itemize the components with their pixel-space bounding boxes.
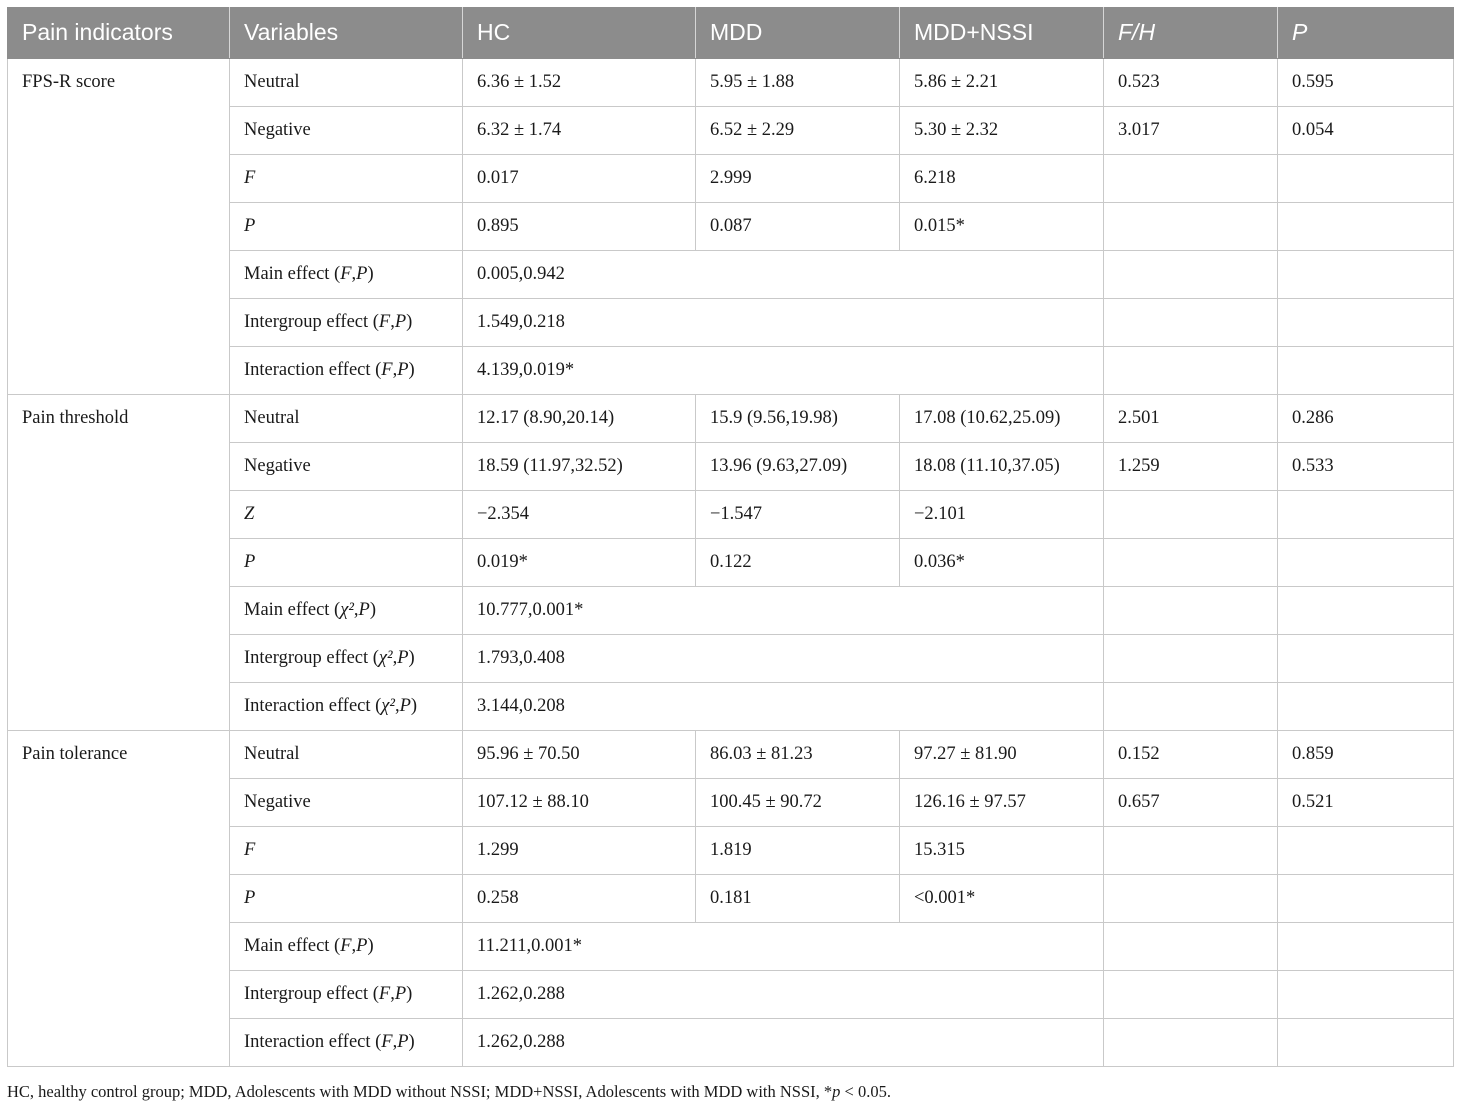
mdd-nssi-value: 0.036* <box>900 539 1104 587</box>
variable-separator: , <box>390 312 395 332</box>
variable-symbol: χ² <box>381 696 395 716</box>
variable-symbol: P <box>244 216 256 236</box>
hc-value: −2.354 <box>463 491 696 539</box>
mdd-nssi-value: 5.86 ± 2.21 <box>900 59 1104 107</box>
hc-value: 107.12 ± 88.10 <box>463 779 696 827</box>
variable-symbol-2: P <box>356 264 368 284</box>
variable-prefix: Neutral <box>244 744 300 764</box>
variable-cell <box>230 395 463 443</box>
variable-cell <box>230 779 463 827</box>
p-value: 0.286 <box>1278 395 1454 443</box>
mdd-value: 86.03 ± 81.23 <box>696 731 900 779</box>
hc-value: 6.32 ± 1.74 <box>463 107 696 155</box>
hc-value: 6.36 ± 1.52 <box>463 59 696 107</box>
p-value <box>1278 203 1454 251</box>
p-value <box>1278 635 1454 683</box>
variable-cell <box>230 251 463 299</box>
p-value: 0.595 <box>1278 59 1454 107</box>
effect-value: 11.211,0.001* <box>463 923 1104 971</box>
effect-value: 1.262,0.288 <box>463 1019 1104 1067</box>
results-table <box>7 7 1454 1067</box>
p-value <box>1278 347 1454 395</box>
variable-symbol: P <box>244 552 256 572</box>
footnote-text: HC, healthy control group; MDD, Adolescents with MDD without NSSI; MDD+NSSI, Adolescents with MDD with NSSI, * <box>7 1082 833 1101</box>
variable-cell <box>230 587 463 635</box>
p-value <box>1278 923 1454 971</box>
p-value: 0.859 <box>1278 731 1454 779</box>
mdd-nssi-value: 5.30 ± 2.32 <box>900 107 1104 155</box>
header-pain-indicators: Pain indicators <box>8 7 230 59</box>
header-f-h: F/H <box>1104 7 1278 59</box>
variable-prefix: Intergroup effect ( <box>244 984 379 1004</box>
p-value <box>1278 827 1454 875</box>
variable-symbol-2: P <box>397 360 409 380</box>
table-row <box>8 395 1454 443</box>
fh-value <box>1104 683 1278 731</box>
variable-cell <box>230 491 463 539</box>
mdd-value: 5.95 ± 1.88 <box>696 59 900 107</box>
hc-value: 0.017 <box>463 155 696 203</box>
p-value <box>1278 491 1454 539</box>
mdd-nssi-value: 6.218 <box>900 155 1104 203</box>
variable-prefix: Negative <box>244 120 311 140</box>
variable-suffix: ) <box>367 264 374 284</box>
variable-separator: , <box>394 696 400 716</box>
header-row <box>8 7 1454 59</box>
variable-separator: , <box>392 648 398 668</box>
variable-prefix: Interaction effect ( <box>244 696 382 716</box>
variable-symbol: F <box>378 312 391 332</box>
variable-separator: , <box>392 1032 398 1052</box>
fh-value <box>1104 155 1278 203</box>
variable-symbol: F <box>381 1032 393 1052</box>
variable-symbol: F <box>244 840 256 860</box>
p-value <box>1278 971 1454 1019</box>
footnote-tail: < 0.05. <box>840 1082 891 1101</box>
variable-cell <box>230 875 463 923</box>
mdd-nssi-value: <0.001* <box>900 875 1104 923</box>
header-p: P <box>1278 7 1454 59</box>
variable-prefix: Intergroup effect ( <box>244 312 379 332</box>
hc-value: 0.895 <box>463 203 696 251</box>
table-footnote <box>7 1082 891 1102</box>
variable-cell <box>230 107 463 155</box>
mdd-value: 13.96 (9.63,27.09) <box>696 443 900 491</box>
p-value: 0.521 <box>1278 779 1454 827</box>
variable-symbol: F <box>244 168 256 188</box>
header-mdd: MDD <box>696 7 900 59</box>
fh-value: 0.657 <box>1104 779 1278 827</box>
fh-value <box>1104 587 1278 635</box>
effect-value: 1.549,0.218 <box>463 299 1104 347</box>
hc-value: 95.96 ± 70.50 <box>463 731 696 779</box>
variable-prefix: Main effect ( <box>244 600 341 620</box>
variable-prefix: Main effect ( <box>244 264 341 284</box>
effect-value: 0.005,0.942 <box>463 251 1104 299</box>
p-value <box>1278 1019 1454 1067</box>
fh-value <box>1104 539 1278 587</box>
fh-value: 3.017 <box>1104 107 1278 155</box>
variable-separator: , <box>392 360 398 380</box>
fh-value <box>1104 1019 1278 1067</box>
header-mdd-nssi: MDD+NSSI <box>900 7 1104 59</box>
group-label: Pain threshold <box>8 395 230 731</box>
effect-value: 1.262,0.288 <box>463 971 1104 1019</box>
mdd-nssi-value: 18.08 (11.10,37.05) <box>900 443 1104 491</box>
variable-prefix: Negative <box>244 456 311 476</box>
variable-cell <box>230 443 463 491</box>
variable-suffix: ) <box>406 984 413 1004</box>
fh-value <box>1104 923 1278 971</box>
variable-symbol-2: P <box>356 936 368 956</box>
variable-cell <box>230 203 463 251</box>
variable-prefix: Neutral <box>244 72 300 92</box>
p-value: 0.054 <box>1278 107 1454 155</box>
hc-value: 0.258 <box>463 875 696 923</box>
variable-symbol: χ² <box>378 648 393 668</box>
variable-cell <box>230 683 463 731</box>
fh-value <box>1104 203 1278 251</box>
variable-cell <box>230 971 463 1019</box>
header-hc: HC <box>463 7 696 59</box>
p-value <box>1278 683 1454 731</box>
fh-value <box>1104 251 1278 299</box>
variable-cell <box>230 347 463 395</box>
variable-suffix: ) <box>410 696 418 716</box>
variable-symbol: χ² <box>340 600 354 620</box>
variable-symbol-2: P <box>397 1032 409 1052</box>
header-variables: Variables <box>230 7 463 59</box>
variable-cell <box>230 923 463 971</box>
p-value <box>1278 875 1454 923</box>
variable-separator: , <box>351 936 357 956</box>
hc-value: 1.299 <box>463 827 696 875</box>
p-value <box>1278 155 1454 203</box>
table-row <box>8 59 1454 107</box>
variable-symbol: F <box>340 264 352 284</box>
fh-value: 1.259 <box>1104 443 1278 491</box>
effect-value: 4.139,0.019* <box>463 347 1104 395</box>
mdd-value: 0.087 <box>696 203 900 251</box>
variable-prefix: Neutral <box>244 408 300 428</box>
mdd-value: 15.9 (9.56,19.98) <box>696 395 900 443</box>
fh-value <box>1104 635 1278 683</box>
variable-symbol-2: P <box>394 312 407 332</box>
variable-symbol: Z <box>244 504 255 524</box>
footnote-italic: p <box>832 1082 841 1101</box>
variable-symbol-2: P <box>397 648 409 668</box>
effect-value: 10.777,0.001* <box>463 587 1104 635</box>
table-row <box>8 731 1454 779</box>
table-container <box>7 7 1453 1067</box>
variable-suffix: ) <box>408 360 415 380</box>
fh-value <box>1104 827 1278 875</box>
table-body <box>8 59 1454 1067</box>
variable-suffix: ) <box>367 936 374 956</box>
variable-symbol: P <box>244 888 256 908</box>
hc-value: 12.17 (8.90,20.14) <box>463 395 696 443</box>
p-value <box>1278 251 1454 299</box>
variable-symbol-2: P <box>399 696 411 716</box>
variable-symbol-2: P <box>358 600 370 620</box>
mdd-nssi-value: 0.015* <box>900 203 1104 251</box>
fh-value <box>1104 875 1278 923</box>
variable-cell <box>230 299 463 347</box>
variable-separator: , <box>351 264 357 284</box>
effect-value: 3.144,0.208 <box>463 683 1104 731</box>
mdd-nssi-value: 126.16 ± 97.57 <box>900 779 1104 827</box>
fh-value: 0.152 <box>1104 731 1278 779</box>
p-value: 0.533 <box>1278 443 1454 491</box>
mdd-value: 0.181 <box>696 875 900 923</box>
hc-value: 0.019* <box>463 539 696 587</box>
variable-cell <box>230 1019 463 1067</box>
variable-cell <box>230 731 463 779</box>
variable-suffix: ) <box>369 600 377 620</box>
variable-suffix: ) <box>408 648 415 668</box>
variable-prefix: Main effect ( <box>244 936 341 956</box>
fh-value <box>1104 971 1278 1019</box>
mdd-value: 0.122 <box>696 539 900 587</box>
hc-value: 18.59 (11.97,32.52) <box>463 443 696 491</box>
mdd-nssi-value: 15.315 <box>900 827 1104 875</box>
variable-prefix: Negative <box>244 792 311 812</box>
variable-prefix: Interaction effect ( <box>244 1032 382 1052</box>
fh-value <box>1104 491 1278 539</box>
mdd-value: 100.45 ± 90.72 <box>696 779 900 827</box>
variable-symbol: F <box>381 360 393 380</box>
fh-value <box>1104 347 1278 395</box>
variable-suffix: ) <box>408 1032 415 1052</box>
fh-value: 0.523 <box>1104 59 1278 107</box>
group-label: Pain tolerance <box>8 731 230 1067</box>
variable-separator: , <box>390 984 395 1004</box>
variable-prefix: Intergroup effect ( <box>244 648 379 668</box>
variable-symbol-2: P <box>394 984 407 1004</box>
variable-symbol: F <box>340 936 352 956</box>
mdd-value: 1.819 <box>696 827 900 875</box>
mdd-nssi-value: −2.101 <box>900 491 1104 539</box>
variable-cell <box>230 635 463 683</box>
variable-cell <box>230 155 463 203</box>
variable-cell <box>230 59 463 107</box>
group-label: FPS-R score <box>8 59 230 395</box>
variable-suffix: ) <box>406 312 413 332</box>
mdd-value: 2.999 <box>696 155 900 203</box>
variable-prefix: Interaction effect ( <box>244 360 382 380</box>
mdd-nssi-value: 17.08 (10.62,25.09) <box>900 395 1104 443</box>
mdd-nssi-value: 97.27 ± 81.90 <box>900 731 1104 779</box>
p-value <box>1278 299 1454 347</box>
mdd-value: −1.547 <box>696 491 900 539</box>
p-value <box>1278 539 1454 587</box>
variable-cell <box>230 539 463 587</box>
p-value <box>1278 587 1454 635</box>
variable-symbol: F <box>378 984 391 1004</box>
mdd-value: 6.52 ± 2.29 <box>696 107 900 155</box>
variable-separator: , <box>353 600 359 620</box>
variable-cell <box>230 827 463 875</box>
fh-value <box>1104 299 1278 347</box>
effect-value: 1.793,0.408 <box>463 635 1104 683</box>
fh-value: 2.501 <box>1104 395 1278 443</box>
table-header <box>8 7 1454 59</box>
